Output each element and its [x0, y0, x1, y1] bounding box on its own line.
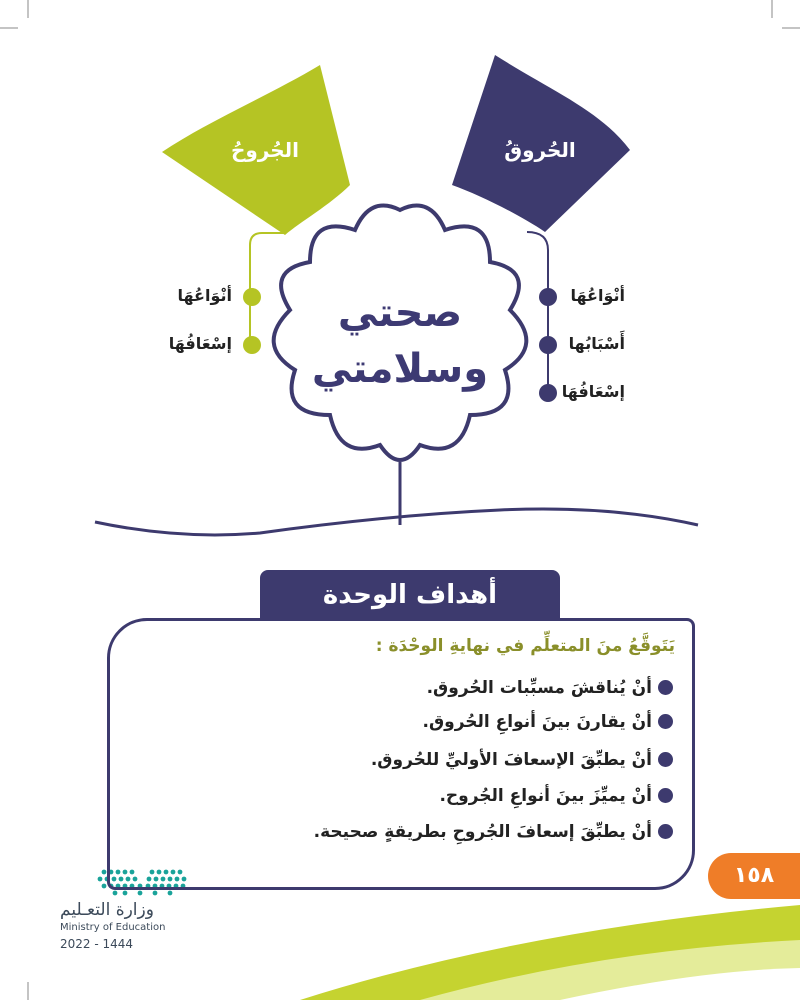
left-branch-item-firstaid: إسْعَافُهَا	[168, 334, 232, 353]
right-branch-item-types: أنْوَاعُهَا	[570, 286, 625, 305]
center-title-line1: صحتي	[337, 290, 463, 336]
bullet-icon	[658, 752, 673, 767]
bullet-icon	[658, 680, 673, 695]
edition-year: 2022 - 1444	[60, 937, 134, 951]
center-title-line2: وسلامتي	[311, 346, 489, 392]
goals-intro: يَتَوقَّعُ منَ المتعلِّم في نهايةِ الوحْدَة :	[375, 636, 675, 656]
bullet-icon	[658, 788, 673, 803]
ministry-name-ar: وزارة التعـليم	[60, 900, 154, 920]
left-branch-item-types: أنْوَاعُهَا	[177, 286, 232, 305]
left-branch-title: الجُروحُ	[230, 138, 300, 162]
goal-item: أنْ يميِّزَ بينَ أنواعِ الجُروح.	[133, 786, 673, 806]
goals-title: أهداف الوحدة	[260, 570, 560, 620]
right-branch-title: الحُروقُ	[504, 138, 576, 162]
goal-item: أنْ يقارنَ بينَ أنواعِ الحُروق.	[133, 712, 673, 732]
right-branch-item-causes: أَسْبَابُها	[568, 334, 625, 353]
goal-item: أنْ يطبِّقَ إسعافَ الجُروحِ بطريقةٍ صحيحة.	[133, 822, 673, 842]
right-branch-item-firstaid: إسْعَافُهَا	[561, 382, 625, 401]
goal-item: أنْ يطبِّقَ الإسعافَ الأوليِّ للحُروق.	[133, 750, 673, 770]
center-title	[300, 285, 500, 397]
page-number: ١٥٨	[708, 853, 800, 899]
goal-item: أنْ يُناقشَ مسبِّبات الحُروق.	[133, 678, 673, 698]
bullet-icon	[658, 824, 673, 839]
bullet-icon	[658, 714, 673, 729]
ministry-name-en: Ministry of Education	[60, 922, 166, 933]
